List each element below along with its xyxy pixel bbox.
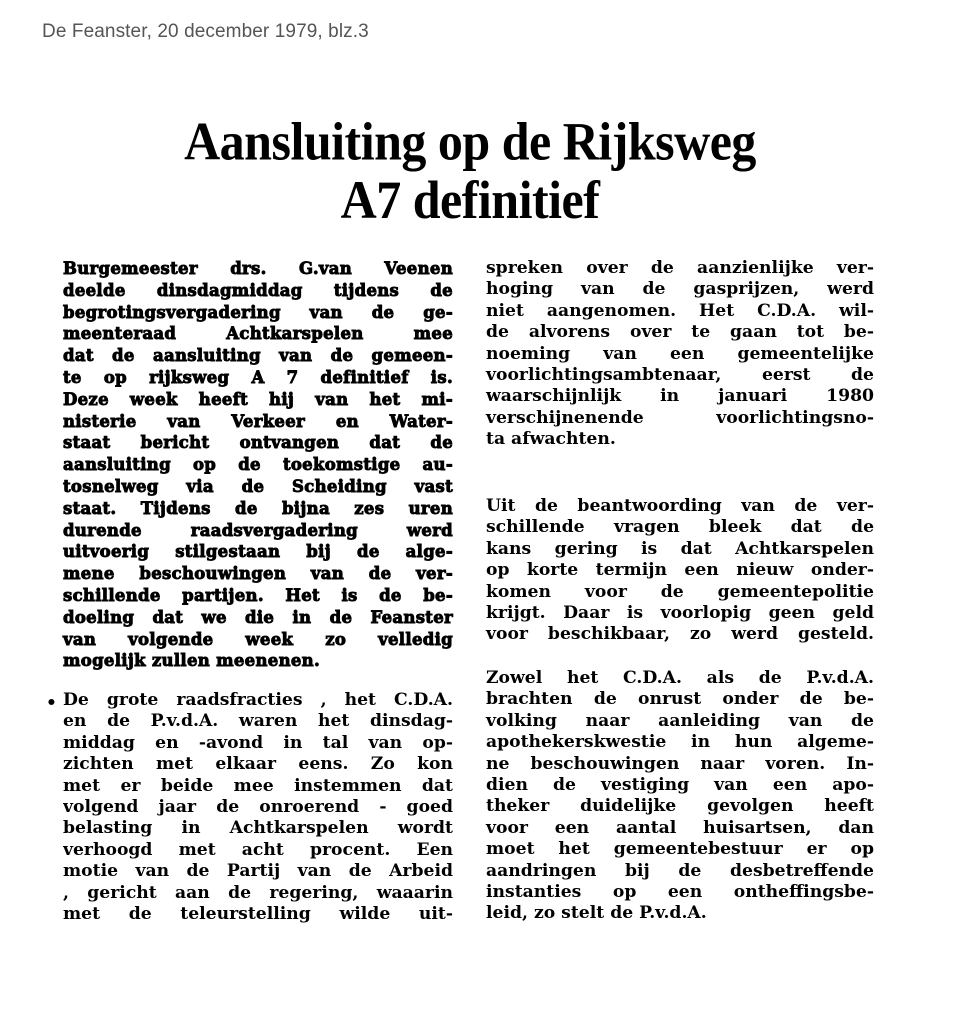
text-line: Burgemeester drs. G.van Veenen [63, 259, 453, 278]
text-line: verschijnenende voorlichtingsno- [486, 407, 874, 428]
text-line: mene beschouwingen van de ver- [63, 564, 453, 584]
text-line: en de P.v.d.A. waren het dinsdag- [63, 711, 453, 732]
text-line: Deze week heeft hij van het mi- [63, 389, 453, 409]
text-line: moet het gemeentebestuur er op [486, 839, 874, 860]
text-line: schillende vragen bleek dat de [486, 517, 874, 538]
text-line: zichten met elkaar eens. Zo kon [63, 754, 453, 775]
text-line: komen voor de gemeentepolitie [486, 581, 874, 602]
text-line: , gericht aan de regering, waaarin [63, 882, 453, 903]
text-line: dat de aansluiting van de gemeen- [63, 346, 453, 366]
text-line: apothekerskwestie in hun algeme- [486, 732, 874, 753]
text-line: ta afwachten. [486, 429, 616, 450]
text-line: schillende partijen. Het is de be- [63, 585, 453, 605]
text-line: te op rijksweg A 7 definitief is. [63, 367, 453, 387]
text-line: kans gering is dat Achtkarspelen [486, 538, 874, 559]
text-line: staat bericht ontvangen dat de [63, 433, 453, 453]
text-line: meenteraad Achtkarspelen mee [63, 324, 453, 344]
text-line: niet aangenomen. Het C.D.A. wil- [486, 300, 874, 321]
text-line: noeming van een gemeentelijke [486, 343, 874, 364]
text-line: spreken over de aanzienlijke ver- [486, 258, 874, 278]
text-line: middag en -avond in tal van op- [63, 732, 453, 753]
text-line: volgend jaar de onroerend - goed [63, 796, 453, 817]
text-line: Uit de beantwoording van de ver- [486, 496, 874, 516]
text-line: uitvoerig stilgestaan bij de alge- [63, 542, 453, 562]
text-line: belasting in Achtkarspelen wordt [63, 818, 453, 839]
text-line: staat. Tijdens de bijna zes uren [63, 498, 453, 518]
text-line: voor beschikbaar, zo werd gesteld. [486, 624, 874, 645]
text-line: theker duidelijke gevolgen heeft [486, 796, 874, 817]
lead-paragraph [63, 258, 453, 672]
text-line: de alvorens over te gaan tot be- [486, 322, 874, 343]
headline-line-1: Aansluiting op de Rijksweg [184, 110, 756, 172]
bullet-marker: • [46, 693, 57, 713]
text-line: met de teleurstelling wilde uit- [63, 903, 453, 924]
text-line: leid, zo stelt de P.v.d.A. [486, 903, 707, 924]
source-caption: De Feanster, 20 december 1979, blz.3 [42, 21, 369, 42]
text-line: krijgt. Daar is voorlopig geen geld [486, 602, 874, 623]
text-line: van volgende week zo velledig [63, 629, 453, 649]
text-line: ne beschouwingen naar voren. In- [486, 753, 874, 774]
text-line: nisterie van Verkeer en Water- [63, 411, 453, 431]
text-line: verhoogd met acht procent. Een [63, 839, 453, 860]
text-line: instanties op een ontheffingsbe- [486, 881, 874, 902]
left-column [46, 0, 453, 1011]
text-line: deelde dinsdagmiddag tijdens de [63, 280, 453, 300]
right-column [486, 0, 874, 1011]
headline-line-2: A7 definitief [340, 169, 600, 230]
text-line: motie van de Partij van de Arbeid [63, 861, 453, 882]
text-line: Zowel het C.D.A. als de P.v.d.A. [486, 668, 874, 688]
text-line: doeling dat we die in de Feanster [63, 607, 453, 627]
text-line: waarschijnlijk in januari 1980 [486, 386, 874, 407]
text-line: voorlichtingsambtenaar, eerst de [486, 364, 874, 385]
text-line: durende raadsvergadering werd [63, 520, 453, 540]
text-line: dien de vestiging van een apo- [486, 774, 874, 795]
text-line: hoging van de gasprijzen, werd [486, 279, 874, 300]
left-paragraph-2 [63, 690, 453, 925]
left-paragraph-2-clip [63, 690, 453, 928]
text-line: De grote raadsfracties , het C.D.A. [63, 690, 453, 710]
text-line: volking naar aanleiding van de [486, 710, 874, 731]
text-line: tosnelweg via de Scheiding vast [63, 476, 453, 496]
text-line: op korte termijn een nieuw onder- [486, 560, 874, 581]
text-line: begrotingsvergadering van de ge- [63, 302, 453, 322]
right-paragraph-3 [486, 668, 874, 925]
text-line: brachten de onrust onder de be- [486, 689, 874, 710]
text-line: aansluiting op de toekomstige au- [63, 455, 453, 475]
text-line: aandringen bij de desbetreffende [486, 860, 874, 881]
right-paragraph-1 [486, 258, 874, 451]
text-line: met er beide mee instemmen dat [63, 775, 453, 796]
text-line: mogelijk zullen meenenen. [63, 651, 321, 671]
text-line: voor een aantal huisartsen, dan [486, 817, 874, 838]
right-paragraph-2 [486, 496, 874, 646]
